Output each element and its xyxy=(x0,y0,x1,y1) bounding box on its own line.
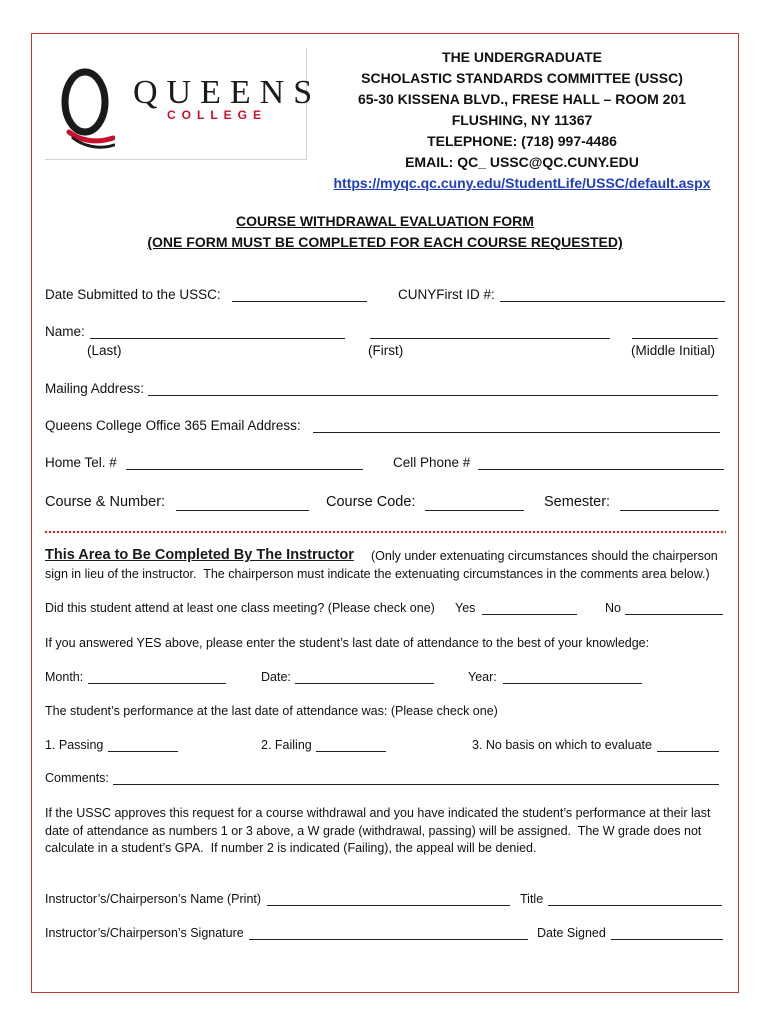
course-code-field[interactable] xyxy=(425,510,524,511)
home-tel-label: Home Tel. # xyxy=(45,455,117,470)
year-label: Year: xyxy=(468,670,497,684)
performance-prompt: The student’s performance at the last date of attendance was: (Please check one) xyxy=(45,704,498,718)
header-line-2: SCHOLASTIC STANDARDS COMMITTEE (USSC) xyxy=(361,70,683,86)
cell-phone-label: Cell Phone # xyxy=(393,455,471,470)
instructor-name-label: Instructor’s/Chairperson’s Name (Print) xyxy=(45,892,262,906)
form-subtitle: (ONE FORM MUST BE COMPLETED FOR EACH COURSE REQUESTED) xyxy=(147,234,623,250)
mailing-address-field[interactable] xyxy=(148,395,718,396)
course-code-label: Course Code: xyxy=(326,494,416,510)
q-logo-icon xyxy=(59,66,115,150)
no-label: No xyxy=(605,601,621,615)
header-line-1: THE UNDERGRADUATE xyxy=(442,49,602,65)
policy-text-line-3: calculate in a student’s GPA. If number 2 is indicated (Failing), the appeal will be denied. xyxy=(45,841,537,855)
yes-check-field[interactable] xyxy=(482,614,577,615)
month-field[interactable] xyxy=(88,683,226,684)
header-telephone: TELEPHONE: (718) 997-4486 xyxy=(427,133,617,149)
attendance-question: Did this student attend at least one class meeting? (Please check one) xyxy=(45,601,435,615)
cell-phone-field[interactable] xyxy=(478,469,724,470)
comments-label: Comments: xyxy=(45,771,109,785)
email-field[interactable] xyxy=(313,432,720,433)
semester-label: Semester: xyxy=(544,494,611,510)
date-field[interactable] xyxy=(295,683,434,684)
header-address: 65-30 KISSENA BLVD., FRESE HALL – ROOM 201 xyxy=(357,91,687,107)
first-caption: (First) xyxy=(368,343,404,358)
first-name-field[interactable] xyxy=(370,338,610,339)
date-submitted-field[interactable] xyxy=(232,301,367,302)
semester-field[interactable] xyxy=(620,510,719,511)
option-failing-field[interactable] xyxy=(316,751,386,752)
last-date-prompt: If you answered YES above, please enter the student’s last date of attendance to the best of your knowledge: xyxy=(45,636,650,650)
title-field[interactable] xyxy=(548,905,722,906)
month-label: Month: xyxy=(45,670,84,684)
last-name-field[interactable] xyxy=(90,338,345,339)
title-label: Title xyxy=(520,892,544,906)
year-field[interactable] xyxy=(503,683,642,684)
last-caption: (Last) xyxy=(87,343,122,358)
cunyfirst-id-label: CUNYFirst ID #: xyxy=(398,287,495,302)
instructor-name-field[interactable] xyxy=(267,905,510,906)
course-number-label: Course & Number: xyxy=(45,494,166,510)
middle-initial-caption: (Middle Initial) xyxy=(631,343,716,358)
comments-field[interactable] xyxy=(113,784,719,785)
course-number-field[interactable] xyxy=(176,510,309,511)
instructor-note-line-2: sign in lieu of the instructor. The chairperson must indicate the extenuating circumstances in the comments area below.) xyxy=(45,567,710,581)
date-signed-label: Date Signed xyxy=(537,926,606,940)
header-email: EMAIL: QC_ USSC@QC.CUNY.EDU xyxy=(405,154,639,170)
logo-wordmark: QUEENS xyxy=(133,74,322,111)
email-label: Queens College Office 365 Email Address: xyxy=(45,418,301,433)
instructor-note-line-1: (Only under extenuating circumstances should the chairperson xyxy=(371,549,718,563)
form-title: COURSE WITHDRAWAL EVALUATION FORM xyxy=(236,213,534,229)
option-failing-label: 2. Failing xyxy=(261,738,312,752)
name-label: Name: xyxy=(45,324,85,339)
yes-label: Yes xyxy=(455,601,476,615)
instructor-signature-field[interactable] xyxy=(249,939,528,940)
asterisk-divider xyxy=(44,529,726,535)
option-passing-label: 1. Passing xyxy=(45,738,104,752)
instructor-section-heading: This Area to Be Completed By The Instructor xyxy=(45,547,354,563)
date-signed-field[interactable] xyxy=(611,939,723,940)
policy-text-line-1: If the USSC approves this request for a course withdrawal and you have indicated the student’s performance at their last xyxy=(45,806,711,820)
cunyfirst-id-field[interactable] xyxy=(500,301,725,302)
option-no-basis-field[interactable] xyxy=(657,751,719,752)
header-city: FLUSHING, NY 11367 xyxy=(451,112,593,128)
option-passing-field[interactable] xyxy=(108,751,178,752)
date-submitted-label: Date Submitted to the USSC: xyxy=(45,287,221,302)
no-check-field[interactable] xyxy=(625,614,723,615)
mailing-address-label: Mailing Address: xyxy=(45,381,145,396)
option-no-basis-label: 3. No basis on which to evaluate xyxy=(472,738,652,752)
queens-college-logo xyxy=(45,48,322,160)
policy-text-line-2: date of attendance as numbers 1 or 3 above, a W grade (withdrawal, passing) will be assigned. The W grade does not xyxy=(45,824,702,838)
home-tel-field[interactable] xyxy=(126,469,363,470)
middle-initial-field[interactable] xyxy=(632,338,718,339)
instructor-signature-label: Instructor’s/Chairperson’s Signature xyxy=(45,926,244,940)
date-label: Date: xyxy=(261,670,291,684)
logo-subtext: COLLEGE xyxy=(167,108,268,122)
ussc-website-link[interactable]: https://myqc.qc.cuny.edu/StudentLife/USSC/default.aspx xyxy=(333,175,711,191)
